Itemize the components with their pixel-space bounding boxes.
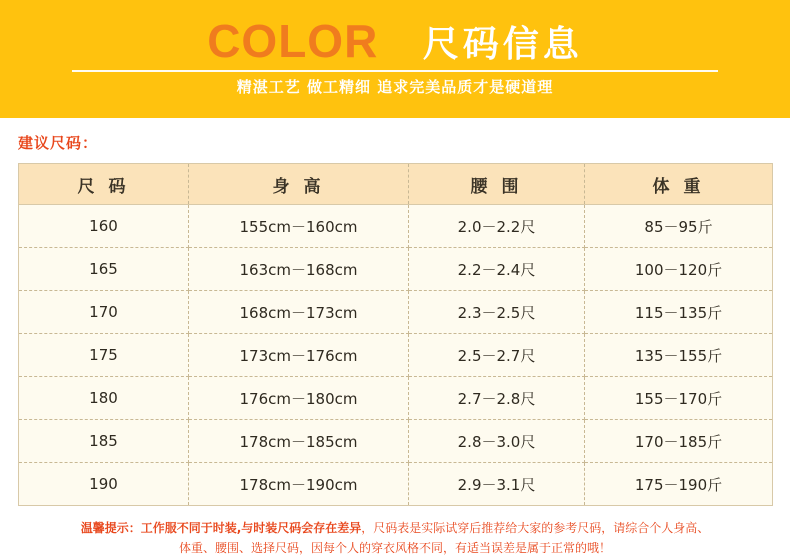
table-header-row bbox=[19, 164, 773, 205]
footnote-line-1 bbox=[18, 518, 772, 538]
cell-height: 173cm－176cm bbox=[189, 334, 409, 377]
footnote-line-1-rest: ，尺码表是实际试穿后推荐给大家的参考尺码，请综合个人身高、 bbox=[361, 521, 710, 535]
footnote bbox=[18, 518, 772, 558]
cell-size: 180 bbox=[19, 377, 189, 420]
section-label: 建议尺码： bbox=[18, 134, 99, 152]
column-header-size: 尺 码 bbox=[19, 164, 189, 205]
table-row bbox=[19, 420, 773, 463]
banner-subtitle: 精湛工艺 做工精细 追求完美品质才是硬道理 bbox=[236, 78, 554, 96]
table-row bbox=[19, 377, 773, 420]
column-header-waist: 腰 围 bbox=[409, 164, 585, 205]
size-table-body bbox=[19, 205, 773, 506]
cell-weight: 100－120斤 bbox=[585, 248, 773, 291]
cell-height: 178cm－185cm bbox=[189, 420, 409, 463]
cell-size: 160 bbox=[19, 205, 189, 248]
cell-waist: 2.5－2.7尺 bbox=[409, 334, 585, 377]
table-row bbox=[19, 463, 773, 506]
cell-size: 165 bbox=[19, 248, 189, 291]
footnote-warn-label: 温馨提示： bbox=[80, 521, 141, 535]
banner-divider bbox=[72, 70, 718, 72]
banner-title-en: COLOR bbox=[207, 15, 379, 67]
cell-height: 168cm－173cm bbox=[189, 291, 409, 334]
cell-waist: 2.0－2.2尺 bbox=[409, 205, 585, 248]
cell-weight: 175－190斤 bbox=[585, 463, 773, 506]
table-row bbox=[19, 291, 773, 334]
banner-inner bbox=[0, 0, 790, 118]
table-row bbox=[19, 205, 773, 248]
header-banner bbox=[0, 0, 790, 118]
column-header-height: 身 高 bbox=[189, 164, 409, 205]
table-row bbox=[19, 248, 773, 291]
banner-title-row bbox=[0, 14, 790, 68]
banner-title-cn: 尺码信息 bbox=[422, 23, 583, 65]
cell-weight: 135－155斤 bbox=[585, 334, 773, 377]
cell-waist: 2.2－2.4尺 bbox=[409, 248, 585, 291]
cell-weight: 85－95斤 bbox=[585, 205, 773, 248]
column-header-weight: 体 重 bbox=[585, 164, 773, 205]
cell-height: 178cm－190cm bbox=[189, 463, 409, 506]
cell-waist: 2.9－3.1尺 bbox=[409, 463, 585, 506]
size-table bbox=[18, 163, 773, 506]
cell-height: 176cm－180cm bbox=[189, 377, 409, 420]
size-table-head bbox=[19, 164, 773, 205]
cell-size: 170 bbox=[19, 291, 189, 334]
footnote-line-2: 体重、腰围、选择尺码，因每个人的穿衣风格不同，有适当误差是属于正常的哦！ bbox=[178, 541, 611, 555]
cell-height: 155cm－160cm bbox=[189, 205, 409, 248]
cell-size: 185 bbox=[19, 420, 189, 463]
footnote-warn-strong: 工作服不同于时装,与时装尺码会存在差异 bbox=[140, 521, 362, 535]
content-area bbox=[0, 132, 790, 558]
cell-weight: 115－135斤 bbox=[585, 291, 773, 334]
cell-size: 190 bbox=[19, 463, 189, 506]
cell-size: 175 bbox=[19, 334, 189, 377]
cell-height: 163cm－168cm bbox=[189, 248, 409, 291]
cell-waist: 2.8－3.0尺 bbox=[409, 420, 585, 463]
cell-weight: 170－185斤 bbox=[585, 420, 773, 463]
cell-waist: 2.3－2.5尺 bbox=[409, 291, 585, 334]
table-row bbox=[19, 334, 773, 377]
cell-weight: 155－170斤 bbox=[585, 377, 773, 420]
cell-waist: 2.7－2.8尺 bbox=[409, 377, 585, 420]
